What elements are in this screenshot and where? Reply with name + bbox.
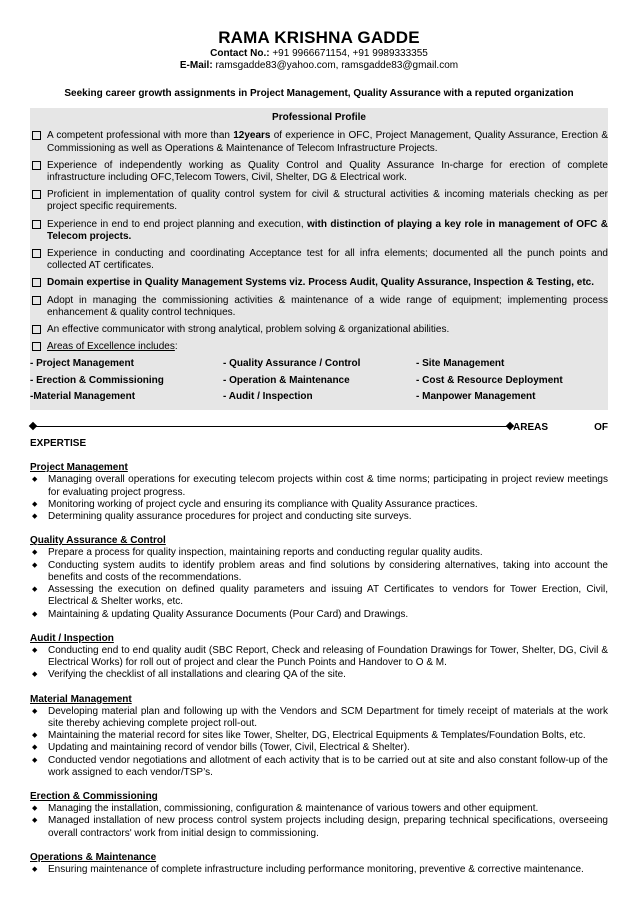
diamond-bullet-icon: ◆	[32, 817, 38, 825]
email-label: E-Mail:	[179, 60, 213, 71]
profile-item	[30, 160, 608, 184]
bullet-item	[30, 547, 608, 559]
checkbox-icon	[32, 325, 41, 334]
section-title: Quality Assurance & Control	[30, 535, 166, 547]
checkbox-icon	[32, 249, 41, 258]
expertise-section	[30, 694, 608, 779]
bullet-text: Conducted vendor negotiations and allotment of each activity that is to be carried out at site and also constant follow-up of the work assigned to each vendor/TSP’s.	[48, 754, 608, 778]
diamond-bullet-icon: ◆	[32, 513, 38, 521]
profile-list	[30, 130, 608, 336]
bullet-text: Managed installation of new process control system projects including design, preparing technical specifications, overseeing overall contractors' work from initial design to commissioning.	[48, 815, 608, 839]
bullet-text: Conducting end to end quality audit (SBC Report, Check and releasing of Foundation Drawings for Tower, Shelter, DG, Civil & Electrical Works) for roll out of project and clear the Punch Points and Handover to O & M.	[48, 644, 608, 669]
section-title: Project Management	[30, 462, 128, 474]
profile-item-text: An effective communicator with strong analytical, problem solving & organizational abilities.	[47, 324, 450, 336]
section-title: Audit / Inspection	[30, 632, 114, 644]
excellence-item: - Project Management	[30, 358, 134, 370]
diamond-bullet-icon: ◆	[32, 549, 38, 557]
profile-item-text: Experience in end to end project planning and execution, with distinction of playing a key role in management of OFC & Telecom projects.	[47, 218, 609, 242]
section-divider	[30, 420, 608, 438]
checkbox-icon	[32, 190, 41, 199]
excellence-item: -Material Management	[30, 390, 136, 402]
bullet-item	[30, 474, 608, 498]
bullet-text: Managing the installation, commissioning, configuration & maintenance of various towers and other equipment.	[48, 803, 539, 815]
bullet-item	[30, 803, 608, 815]
profile-item	[30, 277, 608, 289]
expertise-title: EXPERTISE	[30, 438, 87, 450]
checkbox-icon	[32, 278, 41, 287]
excellence-grid	[30, 358, 608, 403]
checkbox-icon	[32, 342, 41, 351]
profile-item-text: Experience of independently working as Quality Control and Quality Assurance In-charge for erection of complete infrastructure including OFC,Telecom Towers, Civil, Shelter, DG & Electrical work.	[47, 159, 608, 184]
contact-label: Contact No.:	[210, 48, 270, 59]
bullet-text: Verifying the checklist of all installations and clearing QA of the site.	[48, 669, 346, 681]
excellence-item: - Quality Assurance / Control	[223, 358, 361, 370]
profile-item	[30, 295, 608, 319]
diamond-bullet-icon: ◆	[32, 732, 38, 740]
professional-profile-box	[30, 108, 608, 410]
bullet-item	[30, 815, 608, 839]
checkbox-icon	[32, 296, 41, 305]
profile-item	[30, 324, 608, 336]
excellence-item: - Audit / Inspection	[223, 390, 313, 402]
bullet-text: Maintaining the material record for sites like Tower, Shelter, DG, Electrical Equipments & Templates/Foundation Bolts, etc.	[48, 730, 586, 742]
section-title: Erection & Commissioning	[30, 790, 158, 802]
bullet-text: Monitoring working of project cycle and ensuring its compliance with Quality Assurance practices.	[48, 498, 478, 510]
profile-item	[30, 219, 608, 243]
profile-item	[30, 189, 608, 213]
diamond-bullet-icon: ◆	[32, 586, 38, 594]
bullet-text: Ensuring maintenance of complete infrastructure including performance monitoring, preventive & corrective maintenance.	[48, 863, 584, 875]
expertise-section	[30, 852, 608, 876]
bullet-text: Maintaining & updating Quality Assurance Documents (Pour Card) and Drawings.	[48, 608, 409, 620]
bullet-item	[30, 706, 608, 730]
bullet-text: Managing overall operations for executing telecom projects within cost & time norms; participating in project review meetings for evaluating project progress.	[48, 474, 608, 498]
bullet-item	[30, 499, 608, 511]
excellence-item: - Manpower Management	[416, 390, 536, 402]
excellence-label: Areas of Excellence includes	[47, 341, 175, 353]
profile-item	[30, 130, 608, 154]
diamond-bullet-icon: ◆	[32, 476, 38, 484]
candidate-name: RAMA KRISHNA GADDE	[218, 28, 420, 47]
expertise-section	[30, 791, 608, 840]
profile-item-text: Proficient in implementation of quality control system for civil & structural activities & incoming materials checking as per project specific requirements.	[47, 189, 608, 213]
contact-value: +91 9966671154, +91 9989333355	[269, 48, 428, 59]
section-title: Operations & Maintenance	[30, 851, 157, 863]
expertise-section	[30, 462, 608, 523]
bullet-item	[30, 669, 608, 681]
profile-item-text: Domain expertise in Quality Management Systems viz. Process Audit, Quality Assurance, Inspection & Testing, etc.	[47, 277, 595, 289]
divider-line	[32, 426, 509, 427]
excellence-item: - Operation & Maintenance	[223, 374, 350, 386]
profile-item-text: Adopt in managing the commissioning activities & maintenance of a wide range of equipment; implementing process enhancement & quality control techniques.	[47, 294, 608, 318]
bullet-item	[30, 742, 608, 754]
career-objective: Seeking career growth assignments in Project Management, Quality Assurance with a reputed organization	[64, 88, 574, 99]
excellence-item: - Site Management	[416, 358, 505, 370]
bullet-item	[30, 511, 608, 523]
diamond-bullet-icon: ◆	[32, 671, 38, 679]
diamond-bullet-icon: ◆	[32, 561, 38, 569]
checkbox-icon	[32, 220, 41, 229]
expertise-sections	[30, 462, 608, 876]
bullet-item	[30, 560, 608, 584]
profile-item-text: Experience in conducting and coordinating Acceptance test for all infra elements; documented all the punch points and collected AT certificates.	[47, 248, 608, 272]
profile-title: Professional Profile	[272, 112, 366, 124]
expertise-section	[30, 535, 608, 620]
bullet-text: Conducting system audits to identify problem areas and find solutions by considering alternatives, taking into account the benefits and costs of the recommendations.	[48, 559, 608, 583]
email-value: ramsgadde83@yahoo.com, ramsgadde83@gmail.com	[212, 60, 459, 71]
bullet-text: Assessing the execution on defined quality parameters and issuing AT Certificates to vendors for Tower Erection, Civil, Electrical & Shelter works, etc.	[48, 584, 608, 608]
excellence-heading: Areas of Excellence includes:	[30, 341, 608, 353]
areas-of-label: AREAS OF	[513, 422, 608, 434]
bullet-text: Determining quality assurance procedures for project and conducting site surveys.	[48, 511, 412, 523]
section-title: Material Management	[30, 693, 132, 705]
email-line	[30, 60, 608, 72]
diamond-bullet-icon: ◆	[32, 756, 38, 764]
checkbox-icon	[32, 161, 41, 170]
diamond-bullet-icon: ◆	[32, 610, 38, 618]
bullet-item	[30, 645, 608, 669]
bullet-text: Developing material plan and following up with the Vendors and SCM Department for timely receipt of materials at the work site thereby achieving complete project roll-out.	[48, 705, 608, 729]
profile-item	[30, 248, 608, 272]
bullet-item	[30, 609, 608, 621]
diamond-bullet-icon: ◆	[32, 500, 38, 508]
excellence-item: - Cost & Resource Deployment	[416, 374, 563, 386]
checkbox-icon	[32, 131, 41, 140]
bullet-item	[30, 864, 608, 876]
contact-line	[30, 48, 608, 60]
expertise-section	[30, 633, 608, 682]
bullet-item	[30, 755, 608, 779]
bullet-text: Prepare a process for quality inspection, maintaining reports and conducting regular quality audits.	[48, 547, 483, 559]
bullet-item	[30, 730, 608, 742]
bullet-item	[30, 584, 608, 608]
diamond-bullet-icon: ◆	[32, 865, 38, 873]
diamond-bullet-icon: ◆	[32, 646, 38, 654]
profile-item-text: A competent professional with more than 12years of experience in OFC, Project Management, Quality Assurance, Erection & Commissioning as well as Operations & Maintenance of Telecom Infrastructure Projects.	[47, 130, 609, 154]
diamond-bullet-icon: ◆	[32, 744, 38, 752]
excellence-item: - Erection & Commissioning	[30, 374, 164, 386]
bullet-text: Updating and maintaining record of vendor bills (Tower, Civil, Electrical & Shelter).	[48, 742, 410, 754]
diamond-bullet-icon: ◆	[32, 707, 38, 715]
diamond-bullet-icon: ◆	[32, 805, 38, 813]
